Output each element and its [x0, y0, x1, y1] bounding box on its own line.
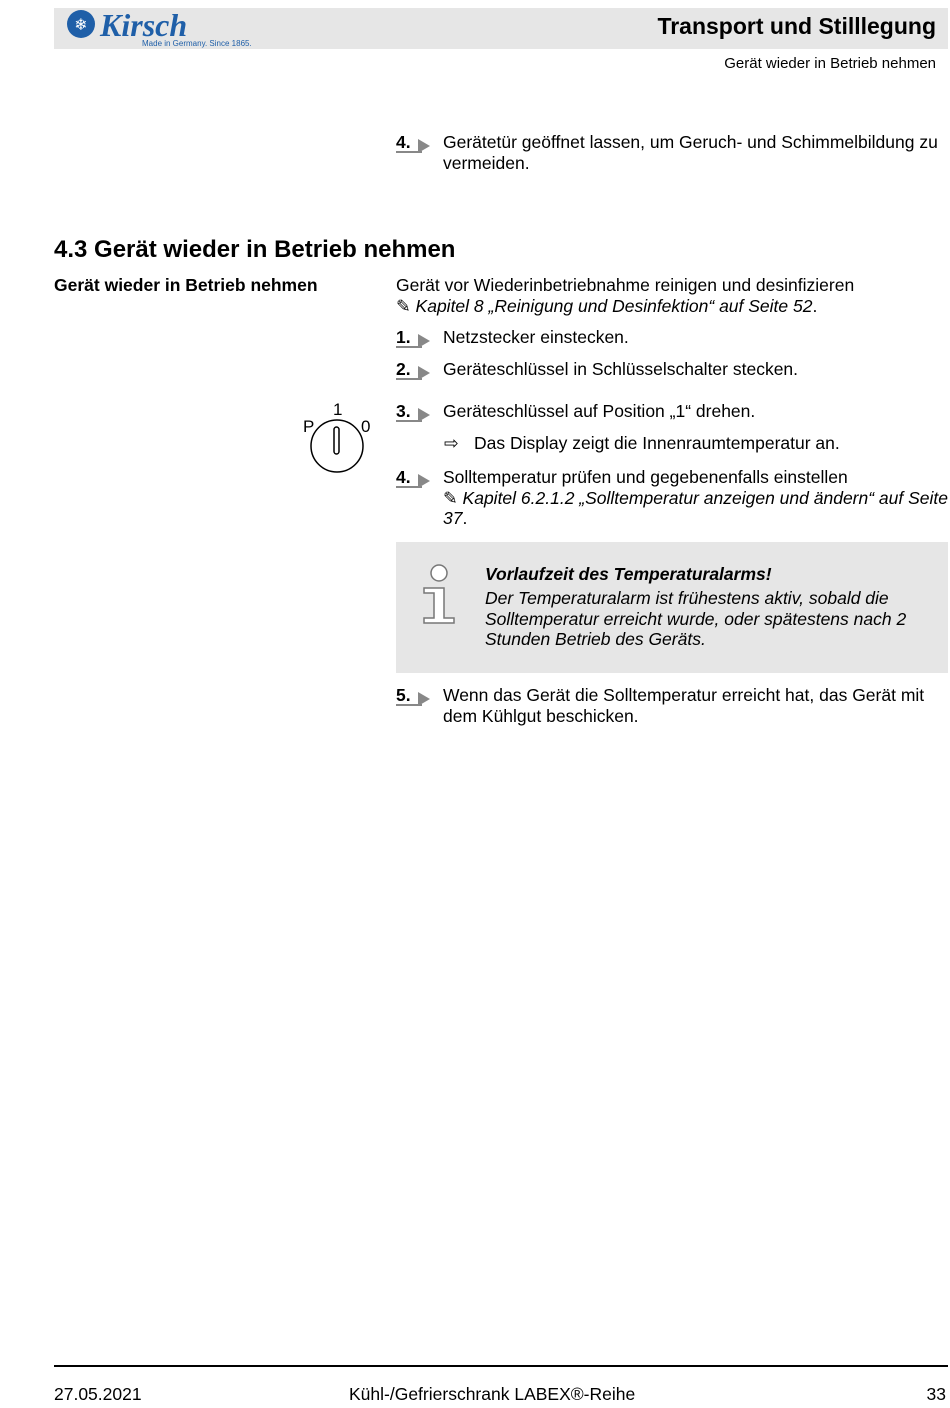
- footer-product: Kühl-/Gefrierschrank LABEX®-Reihe: [349, 1384, 636, 1404]
- chapter-title: Transport und Stilllegung: [657, 13, 936, 39]
- step-4: [396, 467, 948, 529]
- step-text: [443, 467, 948, 529]
- svg-text:❄: ❄: [74, 15, 88, 34]
- info-note: [396, 542, 948, 673]
- step-4-xref-end: .: [462, 508, 468, 528]
- prev-step-4: [396, 132, 948, 173]
- section-subtitle: Gerät wieder in Betrieb nehmen: [724, 55, 936, 72]
- step-text: Gerätetür geöffnet lassen, um Geruch- und Schimmelbildung zu vermeiden.: [443, 132, 938, 173]
- result-text: Das Display zeigt die Innenraumtemperatur an.: [474, 433, 840, 453]
- step-arrow-icon: [418, 139, 430, 153]
- footer-date: 27.05.2021: [54, 1384, 142, 1404]
- info-icon: [418, 562, 458, 626]
- intro-xref-link[interactable]: Kapitel 8 „Reinigung und Desinfektion“ auf Seite 52: [415, 295, 813, 316]
- step-text: Geräteschlüssel auf Position „1“ drehen.: [443, 401, 756, 421]
- step-2: [396, 359, 948, 380]
- step-text: Geräteschlüssel in Schlüsselschalter stecken.: [443, 359, 799, 379]
- svg-text:Kirsch: Kirsch: [100, 8, 188, 43]
- step-number: 4.: [396, 132, 422, 153]
- step-3-result: [444, 433, 840, 454]
- note-body: Der Temperaturalarm ist frühestens aktiv, sobald die Solltemperatur erreicht wurde, oder spätestens nach 2 Stunden Betrieb des Geräts.: [485, 588, 907, 649]
- step-number: 2.: [396, 359, 422, 380]
- step-number: 4.: [396, 467, 422, 488]
- xref-hand-icon: ✎: [396, 295, 411, 316]
- step-text: Wenn das Gerät die Solltemperatur erreicht hat, das Gerät mit dem Kühlgut beschicken.: [443, 685, 925, 726]
- xref-hand-icon: ✎: [443, 487, 458, 508]
- margin-title: Gerät wieder in Betrieb nehmen: [54, 275, 318, 295]
- intro-text: Gerät vor Wiederinbetriebnahme reinigen und desinfizieren: [396, 275, 855, 295]
- step-number: 5.: [396, 685, 422, 706]
- step-arrow-icon: [418, 474, 430, 488]
- step-arrow-icon: [418, 366, 430, 380]
- step-text: Netzstecker einstecken.: [443, 327, 629, 347]
- footer-divider: [54, 1365, 948, 1367]
- step-number: 1.: [396, 327, 422, 348]
- key-label-0: 0: [361, 417, 371, 436]
- step-arrow-icon: [418, 334, 430, 348]
- logo-tagline: Made in Germany. Since 1865.: [142, 39, 252, 48]
- section-intro: [396, 275, 948, 316]
- step-4-text: Solltemperatur prüfen und gegebenenfalls einstellen: [443, 467, 848, 487]
- step-5: [396, 685, 948, 726]
- step-arrow-icon: [418, 408, 430, 422]
- key-label-1: 1: [333, 400, 343, 419]
- section-heading: 4.3 Gerät wieder in Betrieb nehmen: [54, 236, 456, 263]
- step-number: 3.: [396, 401, 422, 422]
- step-arrow-icon: [418, 692, 430, 706]
- footer-page-number: 33: [926, 1384, 946, 1404]
- key-switch-figure: [300, 398, 375, 473]
- result-arrow-icon: ⇨: [444, 433, 459, 453]
- step-1: [396, 327, 948, 348]
- step-3: [396, 401, 948, 422]
- note-title: Vorlaufzeit des Temperaturalarms!: [485, 564, 772, 584]
- step-4-xref-link[interactable]: Kapitel 6.2.1.2 „Solltemperatur anzeigen und ändern“ auf Seite 37: [443, 487, 949, 528]
- intro-xref-end: .: [812, 295, 818, 316]
- key-label-p: P: [303, 417, 315, 436]
